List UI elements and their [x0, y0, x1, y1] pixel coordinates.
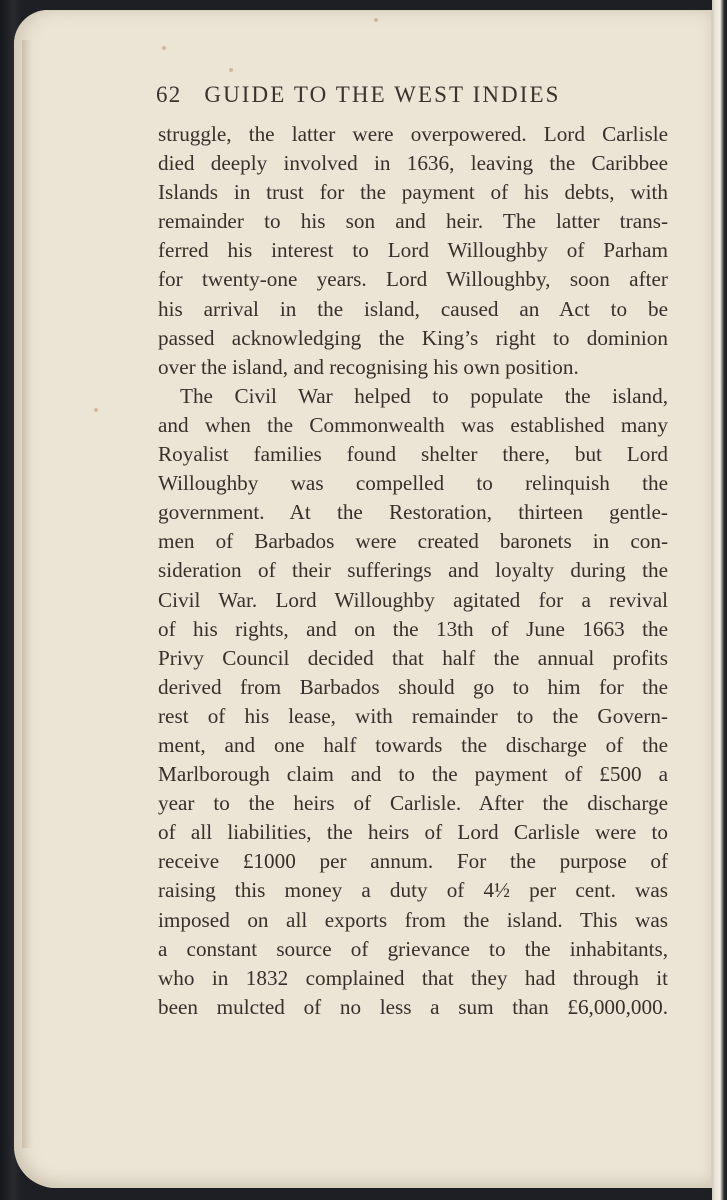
text-line: and when the Commonwealth was established many	[158, 412, 668, 437]
paper-speck	[162, 46, 166, 50]
text-line: Privy Council decided that half the annual profits	[158, 645, 668, 670]
text-line: ment, and one half towards the discharge of the	[158, 732, 668, 757]
text-line: ferred his interest to Lord Willoughby of Parham	[158, 238, 668, 263]
paper-speck	[94, 408, 98, 412]
text-line: sideration of their sufferings and loyalty during the	[158, 558, 668, 583]
body-text	[158, 120, 668, 1022]
paper-speck	[374, 18, 378, 22]
text-line: passed acknowledging the King’s right to dominion	[158, 325, 668, 350]
text-line: Marlborough claim and to the payment of £500 a	[158, 762, 668, 787]
text-line: of his rights, and on the 13th of June 1663 the	[158, 616, 668, 641]
page-edge	[712, 0, 727, 1200]
text-line: over the island, and recognising his own position.	[158, 354, 579, 379]
text-line: Willoughby was compelled to relinquish the	[158, 471, 668, 496]
paper-speck	[229, 68, 233, 72]
text-line: remainder to his son and heir. The latter trans-	[158, 209, 668, 234]
text-line: Civil War. Lord Willoughby agitated for a revival	[158, 587, 668, 612]
text-line: government. At the Restoration, thirteen gentle-	[158, 500, 668, 525]
text-line: Royalist families found shelter there, but Lord	[158, 442, 668, 467]
text-line: died deeply involved in 1636, leaving the Caribbee	[158, 151, 668, 176]
paragraph-start-line: The Civil War helped to populate the island,	[180, 383, 668, 408]
text-line: a constant source of grievance to the inhabitants,	[158, 936, 668, 961]
running-title: GUIDE TO THE WEST INDIES	[204, 82, 561, 107]
text-line: year to the heirs of Carlisle. After the discharge	[158, 791, 668, 816]
text-line: struggle, the latter were overpowered. Lord Carlisle	[158, 122, 668, 146]
text-line: been mulcted of no less a sum than £6,000,000.	[158, 994, 668, 1019]
text-line: for twenty-one years. Lord Willoughby, soon after	[158, 267, 668, 292]
text-line: receive £1000 per annum. For the purpose of	[158, 849, 668, 874]
page-number: 62	[156, 82, 182, 107]
text-line: of all liabilities, the heirs of Lord Carlisle were to	[158, 820, 668, 845]
text-line: who in 1832 complained that they had through it	[158, 965, 668, 990]
text-line: imposed on all exports from the island. This was	[158, 907, 668, 932]
text-line: his arrival in the island, caused an Act to be	[158, 296, 668, 321]
text-line: men of Barbados were created baronets in con-	[158, 529, 668, 554]
text-line: rest of his lease, with remainder to the Govern-	[158, 703, 668, 728]
text-line: derived from Barbados should go to him for the	[158, 674, 668, 699]
text-line: Islands in trust for the payment of his debts, with	[158, 180, 668, 205]
page-header	[156, 82, 666, 112]
text-line: raising this money a duty of 4½ per cent. was	[158, 878, 668, 903]
